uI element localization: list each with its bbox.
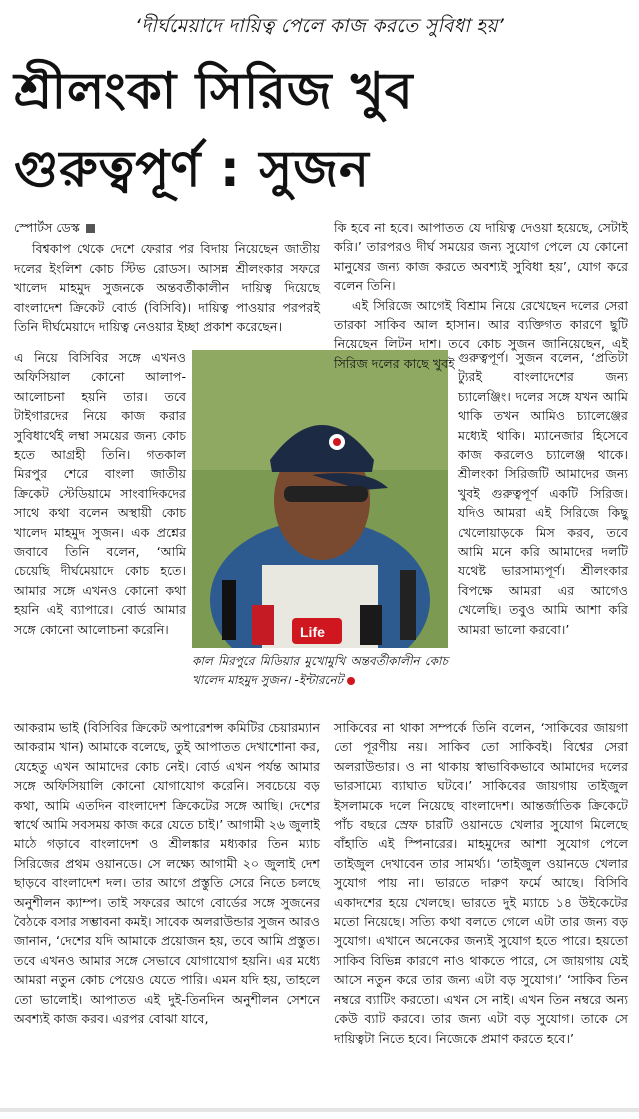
- column-1-top: [14, 218, 320, 336]
- paragraph: সাকিবের না থাকা সম্পর্কে তিনি বলেন, ‘সাকিবের জায়গা তো পূরণীয় নয়। সাকিব তো সাকিবই। বিশ্বের সেরা অলরাউন্ডার। ও না থাকায় স্বাভাবিকভাবে আমাদের দলের ভারসাম্যে ব্যাঘাত ঘটবে।’ সাকিবের জায়গায় তাইজুল ইসলামকে দলে নিয়েছে বাংলাদেশ। আন্তর্জাতিক ক্রিকেটে পাঁচ বছরে স্রেফ চারটি ওয়ানডে খেলার সুযোগ মিলেছে বাঁহাতি এই স্পিনারের। মাহমুদের আশা সুযোগ পেলে তাইজুল দেখাবেন তার সামর্থ্য। ‘তাইজুল ওয়ানডে খেলার সুযোগ পায় না। ভারতে দারুণ ফর্মে আছে। বিসিবি একাদশের হয়ে খেলছে। ভারতে দুই ম্যাচে ১৪ উইকেটের মতো নিয়েছে। সত্যি কথা বলতে গেলে এটা তার জন্য বড় সুযোগ। এখানে অনেকের জন্যই সুযোগ হতে পারে। হয়তো সাকিব বিভিন্ন কারণে নাও থাকতে পারে, সে জায়গায় যেই আসে নতুন করে তার জন্য এটা বড় সুযোগ।’ ‘সাকিব তিন নম্বরে ব্যাটিং করতো। এখন সে নাই। এখন তিন নম্বরে অন্য কেউ ব্যাট করবে। তার জন্য এটা বড় সুযোগ। তাকে সে দায়িত্বটা নিতে হবে। নিজেকে প্রমাণ করতে হবে।’: [334, 720, 628, 1046]
- paragraph: আকরাম ভাই (বিসিবির ক্রিকেট অপারেশন্স কমিটির চেয়ারম্যান আকরাম খান) আমাকে বলেছে, তুই আপাতত দেখাশোনা কর, যেহেতু এখন আমাদের কোচ নেই। বোর্ড এখন পর্যন্ত আমার সঙ্গে অফিসিয়ালি কোনো যোগাযোগ করেনি। সবচেয়ে বড় কথা, আমি এতদিন বাংলাদেশ ক্রিকেটের সঙ্গে আছি। দেশের স্বার্থে আমি সবসময় কাজ করে যেতে চাই।’ আগামী ২৬ জুলাই মাঠে গড়াবে বাংলাদেশ ও শ্রীলঙ্কার মধ্যকার তিন ম্যাচ সিরিজের প্রথম ওয়ানডে। সে লক্ষ্যে আগামী ২০ জুলাই দেশ ছাড়বে বাংলাদেশ দল। তার আগে প্রস্তুতি সেরে নিতে চলছে অনুশীলন ক্যাম্প। তাই সফরের আগে বোর্ডের সঙ্গে সুজনের বৈঠকে বসার সম্ভাবনা কমই। সাবেক অলরাউন্ডার সুজন আরও জানান, ‘দেশের যদি আমাকে প্রয়োজন হয়, তবে আমি প্রস্তুত। তবে এখনও আমার সঙ্গে সেভাবে যোগাযোগ হয়নি। এর মধ্যে আমরা নতুন কোচ পেয়েও যেতে পারি। এমন যদি হয়, তাহলে তো ভালোই। আপাতত এই দুই-তিনদিন অনুশীলন সেশনে অবশ্যই কাজ করব। এরপর বোঝা যাবে,: [14, 720, 320, 1027]
- coach-photo-illustration: [192, 350, 448, 648]
- paragraph: বিশ্বকাপ থেকে দেশে ফেরার পর বিদায় নিয়েছেন জাতীয় দলের ইংলিশ কোচ স্টিভ রোডস। আসন্ন শ্রীলংকার সফরে খালেদ মাহমুদ সুজনকে অন্তবর্তীকালীন দায়িত্ব দিয়েছে বাংলাদেশ ক্রিকেট বোর্ড (বিসিবি)। দায়িত্ব পাওয়ার পরপরই তিনি দীর্ঘমেয়াদে দায়িত্ব নেওয়ার ইচ্ছা প্রকাশ করেছেন।: [14, 241, 320, 335]
- bottom-rule: [0, 1108, 639, 1112]
- column-1-wrap: [14, 348, 186, 639]
- kicker-quote: ‘দীর্ঘমেয়াদে দায়িত্ব পেলে কাজ করতে সুবিধা হয়’: [135, 15, 504, 37]
- photo-cap-text: Life: [300, 624, 325, 640]
- caption-text: কাল মিরপুরে মিডিয়ার মুখোমুখি অন্তবর্তীকালীন কোচ খালেদ মাহমুদ সুজন। -ইন্টারনেট: [192, 654, 448, 687]
- headline-line-2: গুরুত্বপূর্ণ : সুজন: [14, 140, 370, 198]
- byline: [14, 218, 320, 237]
- caption-dot-icon: [347, 677, 355, 685]
- byline-square-icon: [86, 224, 95, 233]
- paragraph: এই সিরিজে আগেই বিশ্রাম নিয়ে রেখেছেন দলের সেরা তারকা সাকিব আল হাসান। আর ব্যক্তিগত কারণে ছুটি নিয়েছেন লিটন দাশ। তবে কোচ সুজন জানিয়েছেন, এই সিরিজ দলের কাছে খুবই: [334, 297, 628, 371]
- column-1-bottom: [14, 718, 320, 1029]
- headline-line-1: শ্রীলংকা সিরিজ খুব: [14, 62, 414, 120]
- column-2-bottom: [334, 718, 628, 1048]
- photo-caption: [192, 652, 448, 690]
- article-photo: [192, 350, 448, 648]
- byline-text: স্পোর্টস ডেস্ক: [14, 220, 80, 235]
- paragraph: গুরুত্বপূর্ণ। সুজন বলেন, ‘প্রতিটা ট্যুরই বাংলাদেশের জন্য চ্যালেঞ্জিং। দলের সঙ্গে যখন আমি থাকি তখন আমিও চ্যালেঞ্জের মধ্যেই থাকি। ম্যানেজার হিসেবে কাজ করলেও চ্যালেঞ্জ থাকে। শ্রীলংকা সিরিজটি আমাদের জন্য খুবই গুরুত্বপূর্ণ একটি সিরিজ। যদিও আমরা এই সিরিজে কিছু খেলোয়াড়কে মিস করব, তবে আমি মনে করি আমাদের দলটি যথেষ্ট ভারসাম্যপূর্ণ। শ্রীলংকার বিপক্ষে আমরা এর আগেও খেলেছি। তবুও আমি আশা করি আমরা ভালো করবো।’: [458, 350, 628, 637]
- paragraph: কি হবে না হবে। আপাতত যে দায়িত্ব দেওয়া হয়েছে, সেটাই করি।’ তারপরও দীর্ঘ সময়ের জন্য সুযোগ পেলে যে কোনো মানুষের জন্য কাজ করতে অবশ্যই সুবিধা হয়’, যোগ করে বলেন তিনি।: [334, 220, 628, 294]
- paragraph: এ নিয়ে বিসিবির সঙ্গে এখনও অফিসিয়াল কোনো আলাপ-আলোচনা হয়নি তার। তবে টাইগারদের নিয়ে কাজ করার সুবিধার্থেই লম্বা সময়ের জন্য কোচ হতে আগ্রহী তিনি। গতকাল মিরপুর শেরে বাংলা জাতীয় ক্রিকেট স্টেডিয়ামে সাংবাদিকদের সাথে কথা বলেন অস্থায়ী কোচ খালেদ মাহমুদ সুজন। এক প্রশ্নের জবাবে তিনি বলেন, ‘আমি চেয়েছি দীর্ঘমেয়াদে কোচ হতে। আমার সঙ্গে এখনও কোনো কথা হয়নি এই ব্যাপারে। বোর্ড আমার সঙ্গে কোনো আলোচনা করেনি।: [14, 350, 186, 637]
- headline: [14, 52, 626, 208]
- column-2-wrap: [458, 348, 628, 639]
